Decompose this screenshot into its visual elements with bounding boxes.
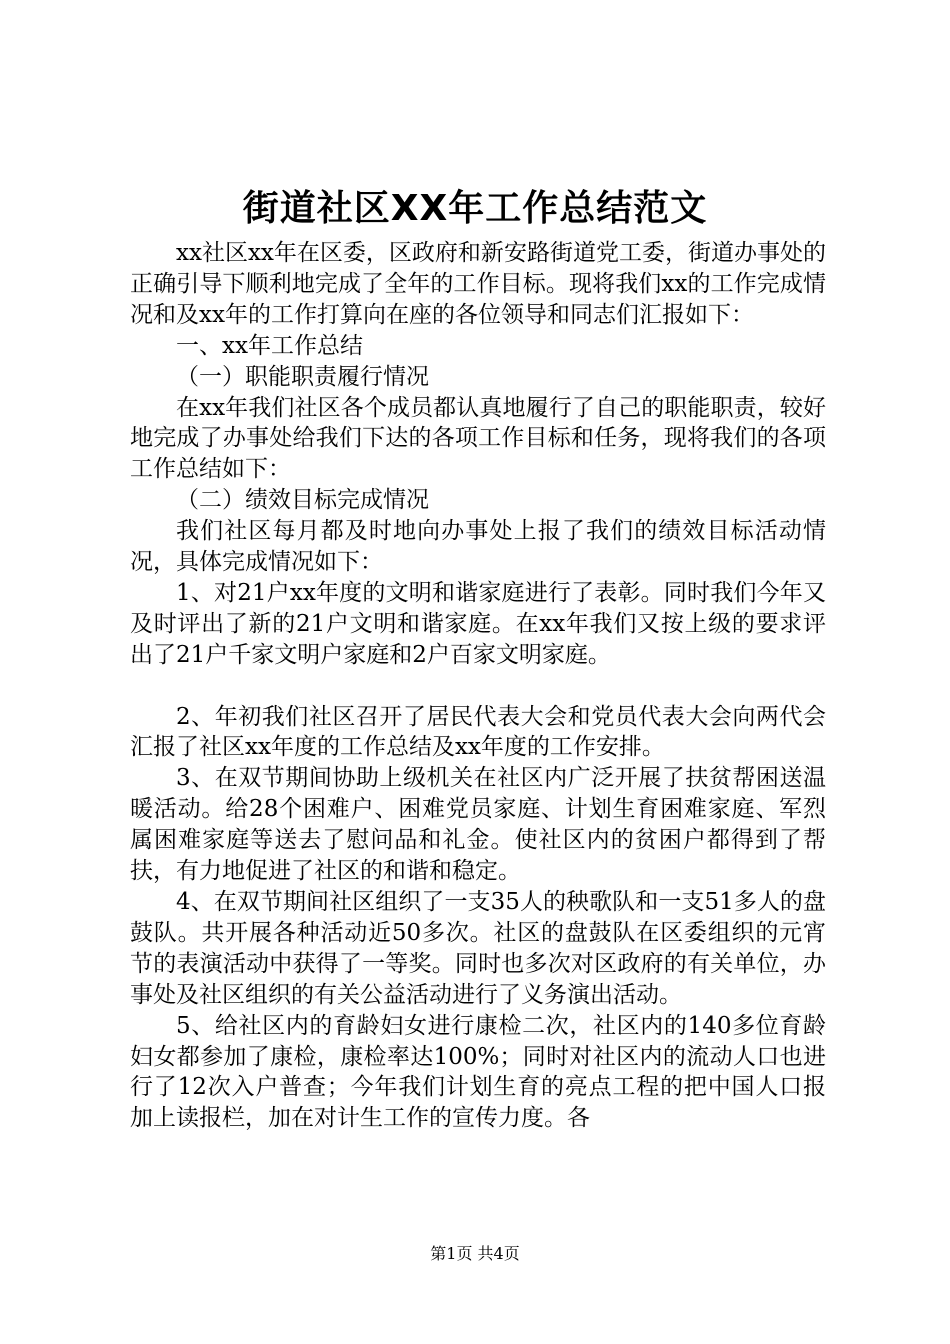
- paragraph: 我们社区每月都及时地向办事处上报了我们的绩效目标活动情况，具体完成情况如下：: [130, 518, 826, 576]
- section-heading: 一、xx年工作总结: [176, 332, 363, 359]
- page-number-footer: 第1页 共4页: [430, 1244, 520, 1263]
- list-item: 5、给社区内的育龄妇女进行康检二次，社区内的140多位育龄妇女都参加了康检，康检率达100%；同时对社区内的流动人口也进行了12次入户普查；今年我们计划生育的亮点工程的把中国人口报加上读报栏，加在对计生工作的宣传力度。各: [130, 1012, 826, 1132]
- subsection-heading: （二）绩效目标完成情况: [176, 487, 429, 514]
- paragraph: 在xx年我们社区各个成员都认真地履行了自己的职能职责，较好地完成了办事处给我们下达的各项工作目标和任务，现将我们的各项工作总结如下：: [130, 394, 826, 483]
- subsection-heading: （一）职能职责履行情况: [176, 363, 429, 390]
- blank-line: [130, 671, 826, 702]
- list-item: 4、在双节期间社区组织了一支35人的秧歌队和一支51多人的盘鼓队。共开展各种活动近50多次。社区的盘鼓队在区委组织的元宵节的表演活动中获得了一等奖。同时也多次对区政府的有关单位，办事处及社区组织的有关公益活动进行了义务演出活动。: [130, 889, 826, 1008]
- list-item: 2、年初我们社区召开了居民代表大会和党员代表大会向两代会汇报了社区xx年度的工作总结及xx年度的工作安排。: [130, 703, 826, 761]
- paragraph: xx社区xx年在区委，区政府和新安路街道党工委，街道办事处的正确引导下顺利地完成了全年的工作目标。现将我们xx的工作完成情况和及xx年的工作打算向在座的各位领导和同志们汇报如下：: [130, 240, 826, 328]
- document-title: 街道社区XX年工作总结范文: [242, 188, 708, 229]
- list-item: 1、对21户xx年度的文明和谐家庭进行了表彰。同时我们今年又及时评出了新的21户文明和谐家庭。在xx年我们又按上级的要求评出了21户千家文明户家庭和2户百家文明家庭。: [130, 579, 826, 668]
- list-item: 3、在双节期间协助上级机关在社区内广泛开展了扶贫帮困送温暖活动。给28个困难户、困难党员家庭、计划生育困难家庭、军烈属困难家庭等送去了慰问品和礼金。使社区内的贫困户都得到了帮扶，有力地促进了社区的和谐和稳定。: [130, 765, 826, 885]
- document-body: [130, 238, 826, 1134]
